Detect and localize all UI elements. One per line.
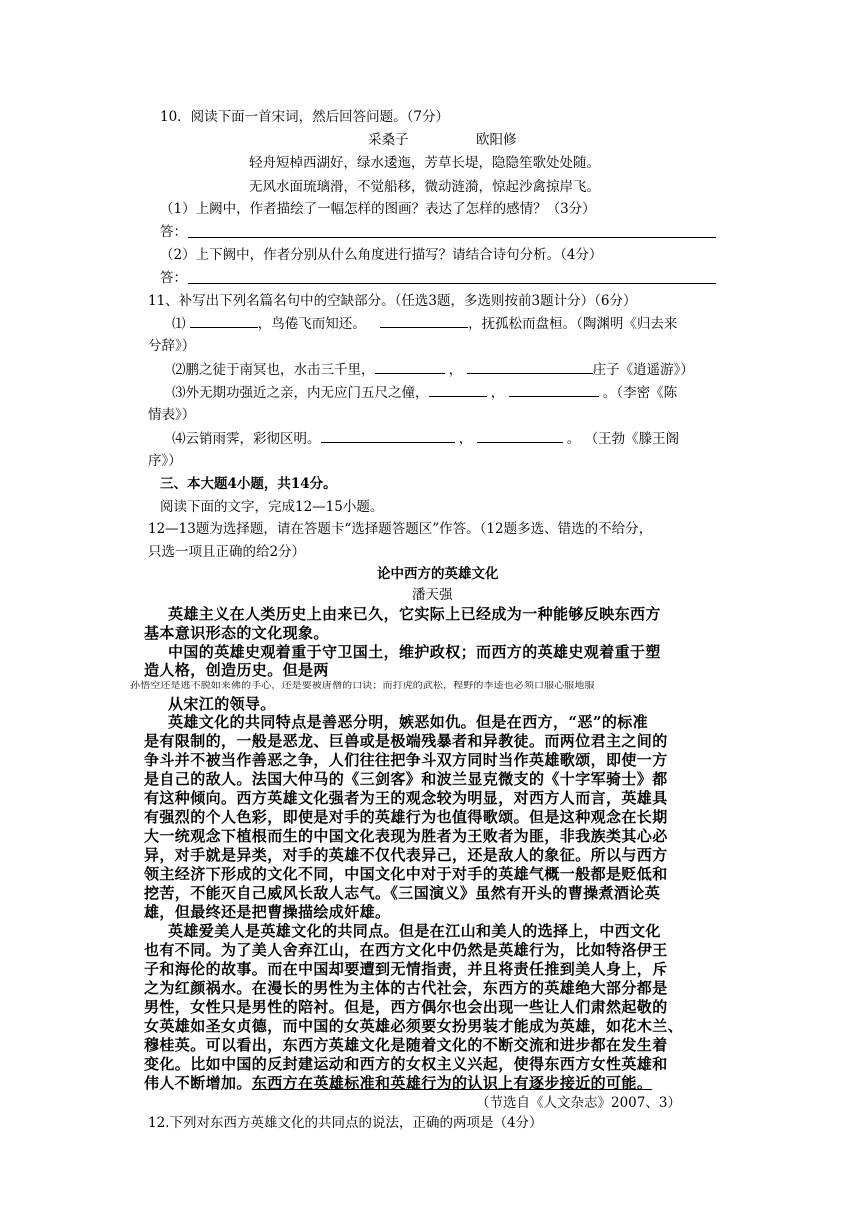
essay-p4-l3: 子和海伦的故事。而在中国却要遭到无情指责，并且将责任推到美人身上，斥 (144, 960, 668, 978)
essay-underlined-sentence: 东西方在英雄标准和英雄行为的认识上有逐步接近的可能。 (251, 1074, 653, 1092)
q11-item-1-wrap: 兮辞》） (148, 338, 196, 354)
answer-label-2: 答： (160, 270, 187, 286)
overflowing-text-line: 孙悟空还是逃不脱如来佛的手心，还是要被唐僧的口诀；而打虎的武松，程野的李逵也必须口服心服地服 (130, 681, 595, 691)
item-2-text-a: ⑵鹏之徒于南冥也，水击三千里， (172, 362, 375, 378)
poem-author: 欧阳修 (476, 132, 517, 148)
item-4-comma: ， (458, 431, 473, 447)
essay-p3-l8: 异，对手就是异类，对手的英雄不仅代表异己，还是敌人的象征。所以与西方 (144, 846, 668, 864)
blank-1a[interactable] (190, 313, 258, 328)
blank-3a[interactable] (429, 382, 487, 397)
q10-sub-question-2: （2）上下阙中，作者分别从什么角度进行描写？请结合诗句分析。（4分） (160, 247, 603, 263)
item-1-number: ⑴ (172, 316, 186, 332)
essay-p3-l1: 英雄文化的共同特点是善恶分明，嫉恶如仇。但是在西方，“恶”的标准 (168, 713, 649, 731)
section-3-note-line-2: 只选一项且正确的给2分） (148, 544, 306, 560)
essay-p3-l10: 挖苦，不能灭自己威风长敌人志气。《三国演义》虽然有开头的曹操煮酒论英 (144, 884, 661, 902)
essay-p4-l2: 也有不同。为了美人舍弃江山，在西方文化中仍然是英雄行为，比如特洛伊王 (144, 941, 668, 959)
essay-p3-l7: 大一统观念下植根而生的中国文化表现为胜者为王败者为匪，非我族类其心必 (144, 827, 668, 845)
q11-item-3 (172, 382, 677, 403)
poem-title: 采桑子 (368, 132, 409, 148)
item-1-text-c: ，抚孤松而盘桓。（陶渊明《归去来 (468, 316, 678, 332)
essay-p3-l3: 争斗并不被当作善恶之争，人们往往把争斗双方同时当作英雄歌颂，即使一方 (144, 751, 668, 769)
essay-p1-l1: 英雄主义在人类历史上由来已久，它实际上已经成为一种能够反映东西方 (168, 605, 661, 623)
q11-item-1 (172, 313, 677, 334)
item-1-text-b: ，鸟倦飞而知还。 (257, 316, 366, 332)
essay-p2-l2: 造人格，创造历史。但是两 (144, 661, 329, 679)
essay-source: （节选自《人文杂志》2007、3） (476, 1095, 681, 1111)
item-2-text-c: 庄子《逍遥游》） (592, 362, 694, 378)
item-4-text-c: 。 （王勃《滕王阁 (566, 431, 680, 447)
essay-p2-l3: 从宋江的领导。 (168, 695, 276, 713)
essay-p4-l5: 男性，女性只是男性的陪衬。但是，西方偶尔也会出现一些让人们肃然起敬的 (144, 998, 668, 1016)
essay-p2-l1: 中国的英雄史观着重于守卫国土，维护政权；而西方的英雄史观着重于塑 (168, 643, 661, 661)
essay-p4-l6: 女英雄如圣女贞德，而中国的女英雄必须要女扮男装才能成为英雄，如花木兰、 (144, 1017, 684, 1035)
q11-item-2 (172, 359, 694, 380)
essay-p4-l9 (144, 1073, 652, 1093)
essay-p4-l4: 之为红颜祸水。在漫长的男性为主体的古代社会，东西方的英雄绝大部分都是 (144, 979, 668, 997)
item-4-text-a: ⑷云销雨霁，彩彻区明。 (172, 431, 321, 447)
essay-author: 潘天强 (412, 587, 453, 603)
essay-p4-l8: 变化。比如中国的反封建运动和西方的女权主义兴起，使得东西方女性英雄和 (144, 1055, 668, 1073)
q11-prompt: 11、补写出下列名篇名句中的空缺部分。（任选3题，多选则按前3题计分）（6分） (148, 293, 637, 309)
essay-p3-l2: 是有限制的，一般是恶龙、巨兽或是极端残暴者和异教徒。而两位君主之间的 (144, 732, 668, 750)
section-3-heading: 三、本大题4小题，共14分。 (160, 476, 337, 492)
item-3-comma: ， (490, 385, 505, 401)
answer-label-1: 答： (160, 224, 187, 240)
item-2-comma: ， (448, 362, 463, 378)
essay-title: 论中西方的英雄文化 (377, 566, 499, 582)
essay-p4-l7: 穆桂英。可以看出，东西方英雄文化是随着文化的不断交流和进步都在发生着 (144, 1036, 668, 1054)
answer-line-1[interactable] (188, 237, 716, 238)
section-3-instruction: 阅读下面的文字，完成12—15小题。 (160, 499, 384, 515)
q11-item-3-wrap: 情表》） (148, 407, 196, 423)
section-3-note-line-1: 12—13题为选择题，请在答题卡“选择题答题区”作答。（12题多选、错选的不给分， (148, 521, 653, 537)
blank-3b[interactable] (509, 382, 599, 397)
blank-2a[interactable] (375, 359, 445, 374)
essay-p3-l9: 领主经济下形成的文化不同，中国文化中对于对手的英雄气概一般都是贬低和 (144, 865, 668, 883)
item-3-text-c: 。（李密《陈 (602, 385, 678, 401)
essay-p3-l5: 有这种倾向。西方英雄文化强者为王的观念较为明显，对西方人而言，英雄具 (144, 789, 668, 807)
essay-p1-l2: 基本意识形态的文化现象。 (144, 624, 329, 642)
poem-line-2: 无风水面琉璃滑，不觉船移，微动涟漪，惊起沙禽掠岸飞。 (249, 179, 600, 195)
poem-line-1: 轻舟短棹西湖好，绿水逶迤，芳草长堤，隐隐笙歌处处随。 (249, 155, 600, 171)
blank-4b[interactable] (477, 428, 563, 443)
essay-p3-l11: 雄，但最终还是把曹操描绘成奸雄。 (144, 903, 391, 921)
q10-sub-question-1: （1）上阙中，作者描绘了一幅怎样的图画？表达了怎样的感情？（3分） (160, 201, 596, 217)
q12-prompt: 12.下列对东西方英雄文化的共同点的说法，正确的两项是（4分） (148, 1115, 543, 1131)
blank-1b[interactable] (380, 313, 468, 328)
blank-4a[interactable] (321, 428, 455, 443)
essay-p3-l4: 是自己的敌人。法国大仲马的《三剑客》和波兰显克微支的《十字军骑士》都 (144, 770, 668, 788)
answer-line-2[interactable] (188, 283, 716, 284)
item-3-text-a: ⑶外无期功强近之亲，内无应门五尺之僮， (172, 385, 429, 401)
q11-item-4-wrap: 序》） (148, 453, 182, 469)
essay-p3-l6: 有强烈的个人色彩，即使是对手的英雄行为也值得歌颂。但是这种观念在长期 (144, 808, 668, 826)
essay-p4-l9-start: 伟人不断增加。 (144, 1074, 252, 1092)
essay-p4-l1: 英雄爱美人是英雄文化的共同点。但是在江山和美人的选择上，中西文化 (168, 922, 661, 940)
q10-prompt: 10．阅读下面一首宋词，然后回答问题。（7分） (160, 109, 450, 125)
q11-item-4 (172, 428, 679, 449)
blank-2b[interactable] (467, 359, 593, 374)
